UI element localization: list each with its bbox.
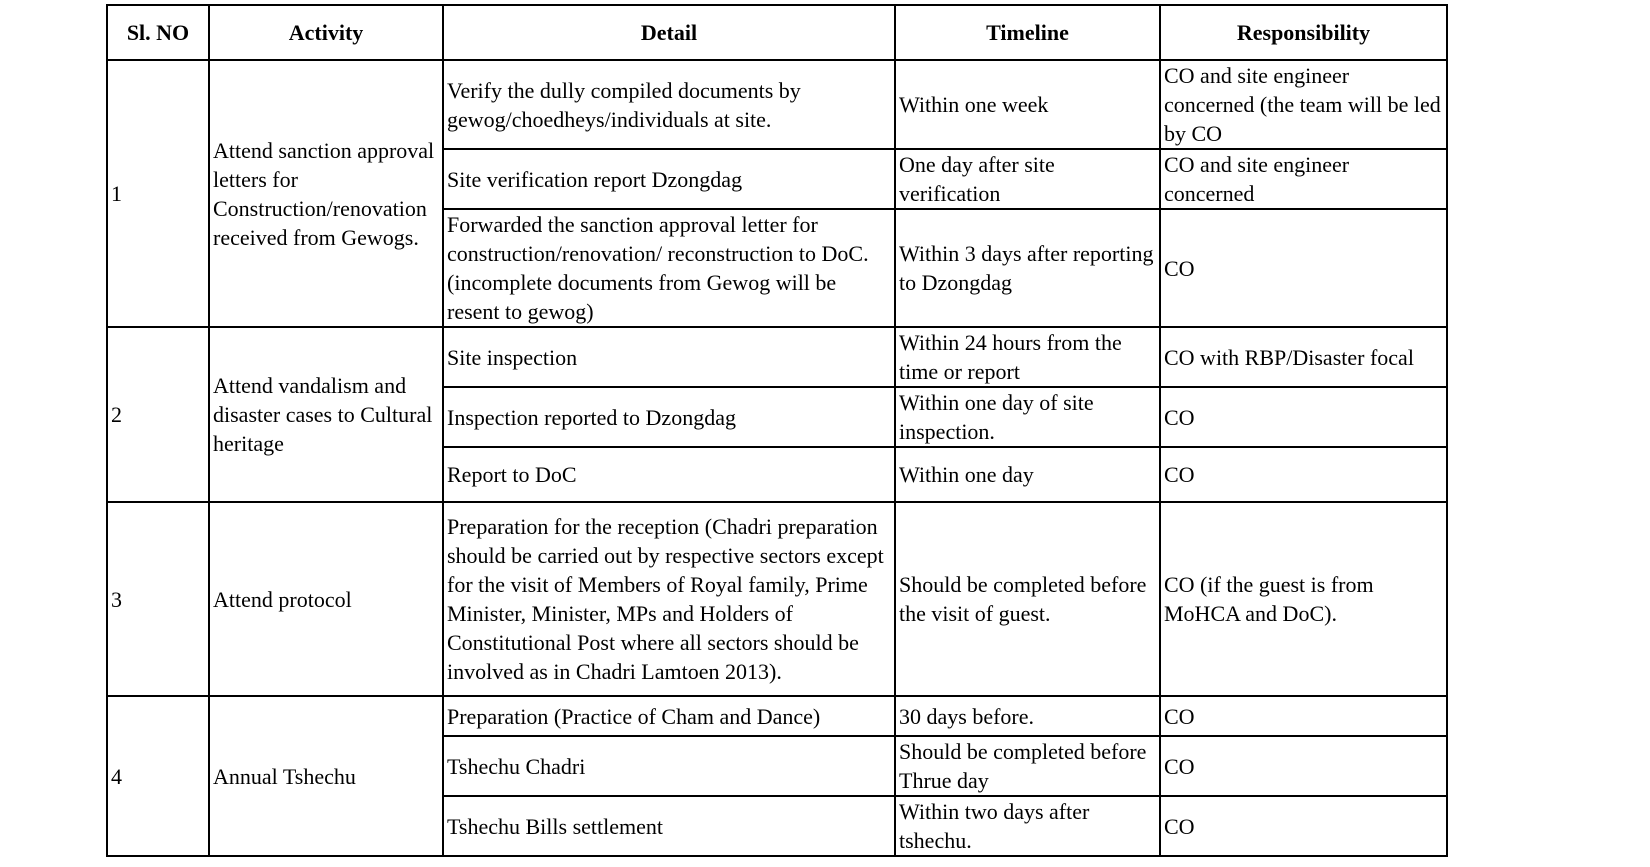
detail-cell: Tshechu Chadri bbox=[443, 736, 895, 796]
timeline-cell: Within two days after tshechu. bbox=[895, 796, 1160, 856]
activity-cell: Attend protocol bbox=[209, 502, 443, 696]
table-row bbox=[107, 696, 1447, 736]
detail-cell: Site verification report Dzongdag bbox=[443, 149, 895, 209]
header-detail: Detail bbox=[443, 5, 895, 60]
header-responsibility: Responsibility bbox=[1160, 5, 1447, 60]
header-activity: Activity bbox=[209, 5, 443, 60]
timeline-cell: Should be completed before the visit of guest. bbox=[895, 502, 1160, 696]
detail-cell: Forwarded the sanction approval letter for construction/renovation/ reconstruction to DoC. (incomplete documents from Gewog will be resent to gewog) bbox=[443, 209, 895, 327]
responsibility-cell: CO bbox=[1160, 696, 1447, 736]
responsibility-cell: CO with RBP/Disaster focal bbox=[1160, 327, 1447, 387]
activity-cell: Attend vandalism and disaster cases to Cultural heritage bbox=[209, 327, 443, 502]
timeline-cell: Should be completed before Thrue day bbox=[895, 736, 1160, 796]
detail-cell: Tshechu Bills settlement bbox=[443, 796, 895, 856]
activity-cell: Annual Tshechu bbox=[209, 696, 443, 856]
table-row bbox=[107, 502, 1447, 696]
detail-cell: Preparation (Practice of Cham and Dance) bbox=[443, 696, 895, 736]
detail-cell: Verify the dully compiled documents by gewog/choedheys/individuals at site. bbox=[443, 60, 895, 149]
responsibility-cell: CO and site engineer concerned (the team will be led by CO bbox=[1160, 60, 1447, 149]
detail-cell: Site inspection bbox=[443, 327, 895, 387]
responsibility-cell: CO bbox=[1160, 209, 1447, 327]
header-sl-no: Sl. NO bbox=[107, 5, 209, 60]
detail-cell: Inspection reported to Dzongdag bbox=[443, 387, 895, 447]
timeline-cell: Within one week bbox=[895, 60, 1160, 149]
responsibility-cell: CO bbox=[1160, 736, 1447, 796]
timeline-cell: Within one day of site inspection. bbox=[895, 387, 1160, 447]
sl-number: 4 bbox=[107, 696, 209, 856]
responsibility-cell: CO (if the guest is from MoHCA and DoC). bbox=[1160, 502, 1447, 696]
timeline-cell: 30 days before. bbox=[895, 696, 1160, 736]
timeline-cell: Within one day bbox=[895, 447, 1160, 502]
responsibility-cell: CO bbox=[1160, 796, 1447, 856]
activity-cell: Attend sanction approval letters for Construction/renovation received from Gewogs. bbox=[209, 60, 443, 327]
timeline-cell: Within 3 days after reporting to Dzongdag bbox=[895, 209, 1160, 327]
responsibility-cell: CO bbox=[1160, 447, 1447, 502]
responsibility-cell: CO and site engineer concerned bbox=[1160, 149, 1447, 209]
table-row bbox=[107, 60, 1447, 149]
responsibility-cell: CO bbox=[1160, 387, 1447, 447]
header-timeline: Timeline bbox=[895, 5, 1160, 60]
detail-cell: Preparation for the reception (Chadri preparation should be carried out by respective sectors except for the visit of Members of Royal family, Prime Minister, Minister, MPs and Holders of Constitutional Post where all sectors should be involved as in Chadri Lamtoen 2013). bbox=[443, 502, 895, 696]
sl-number: 3 bbox=[107, 502, 209, 696]
schedule-table bbox=[106, 4, 1448, 857]
detail-cell: Report to DoC bbox=[443, 447, 895, 502]
timeline-cell: Within 24 hours from the time or report bbox=[895, 327, 1160, 387]
sl-number: 1 bbox=[107, 60, 209, 327]
sl-number: 2 bbox=[107, 327, 209, 502]
timeline-cell: One day after site verification bbox=[895, 149, 1160, 209]
header-row bbox=[107, 5, 1447, 60]
table-row bbox=[107, 327, 1447, 387]
